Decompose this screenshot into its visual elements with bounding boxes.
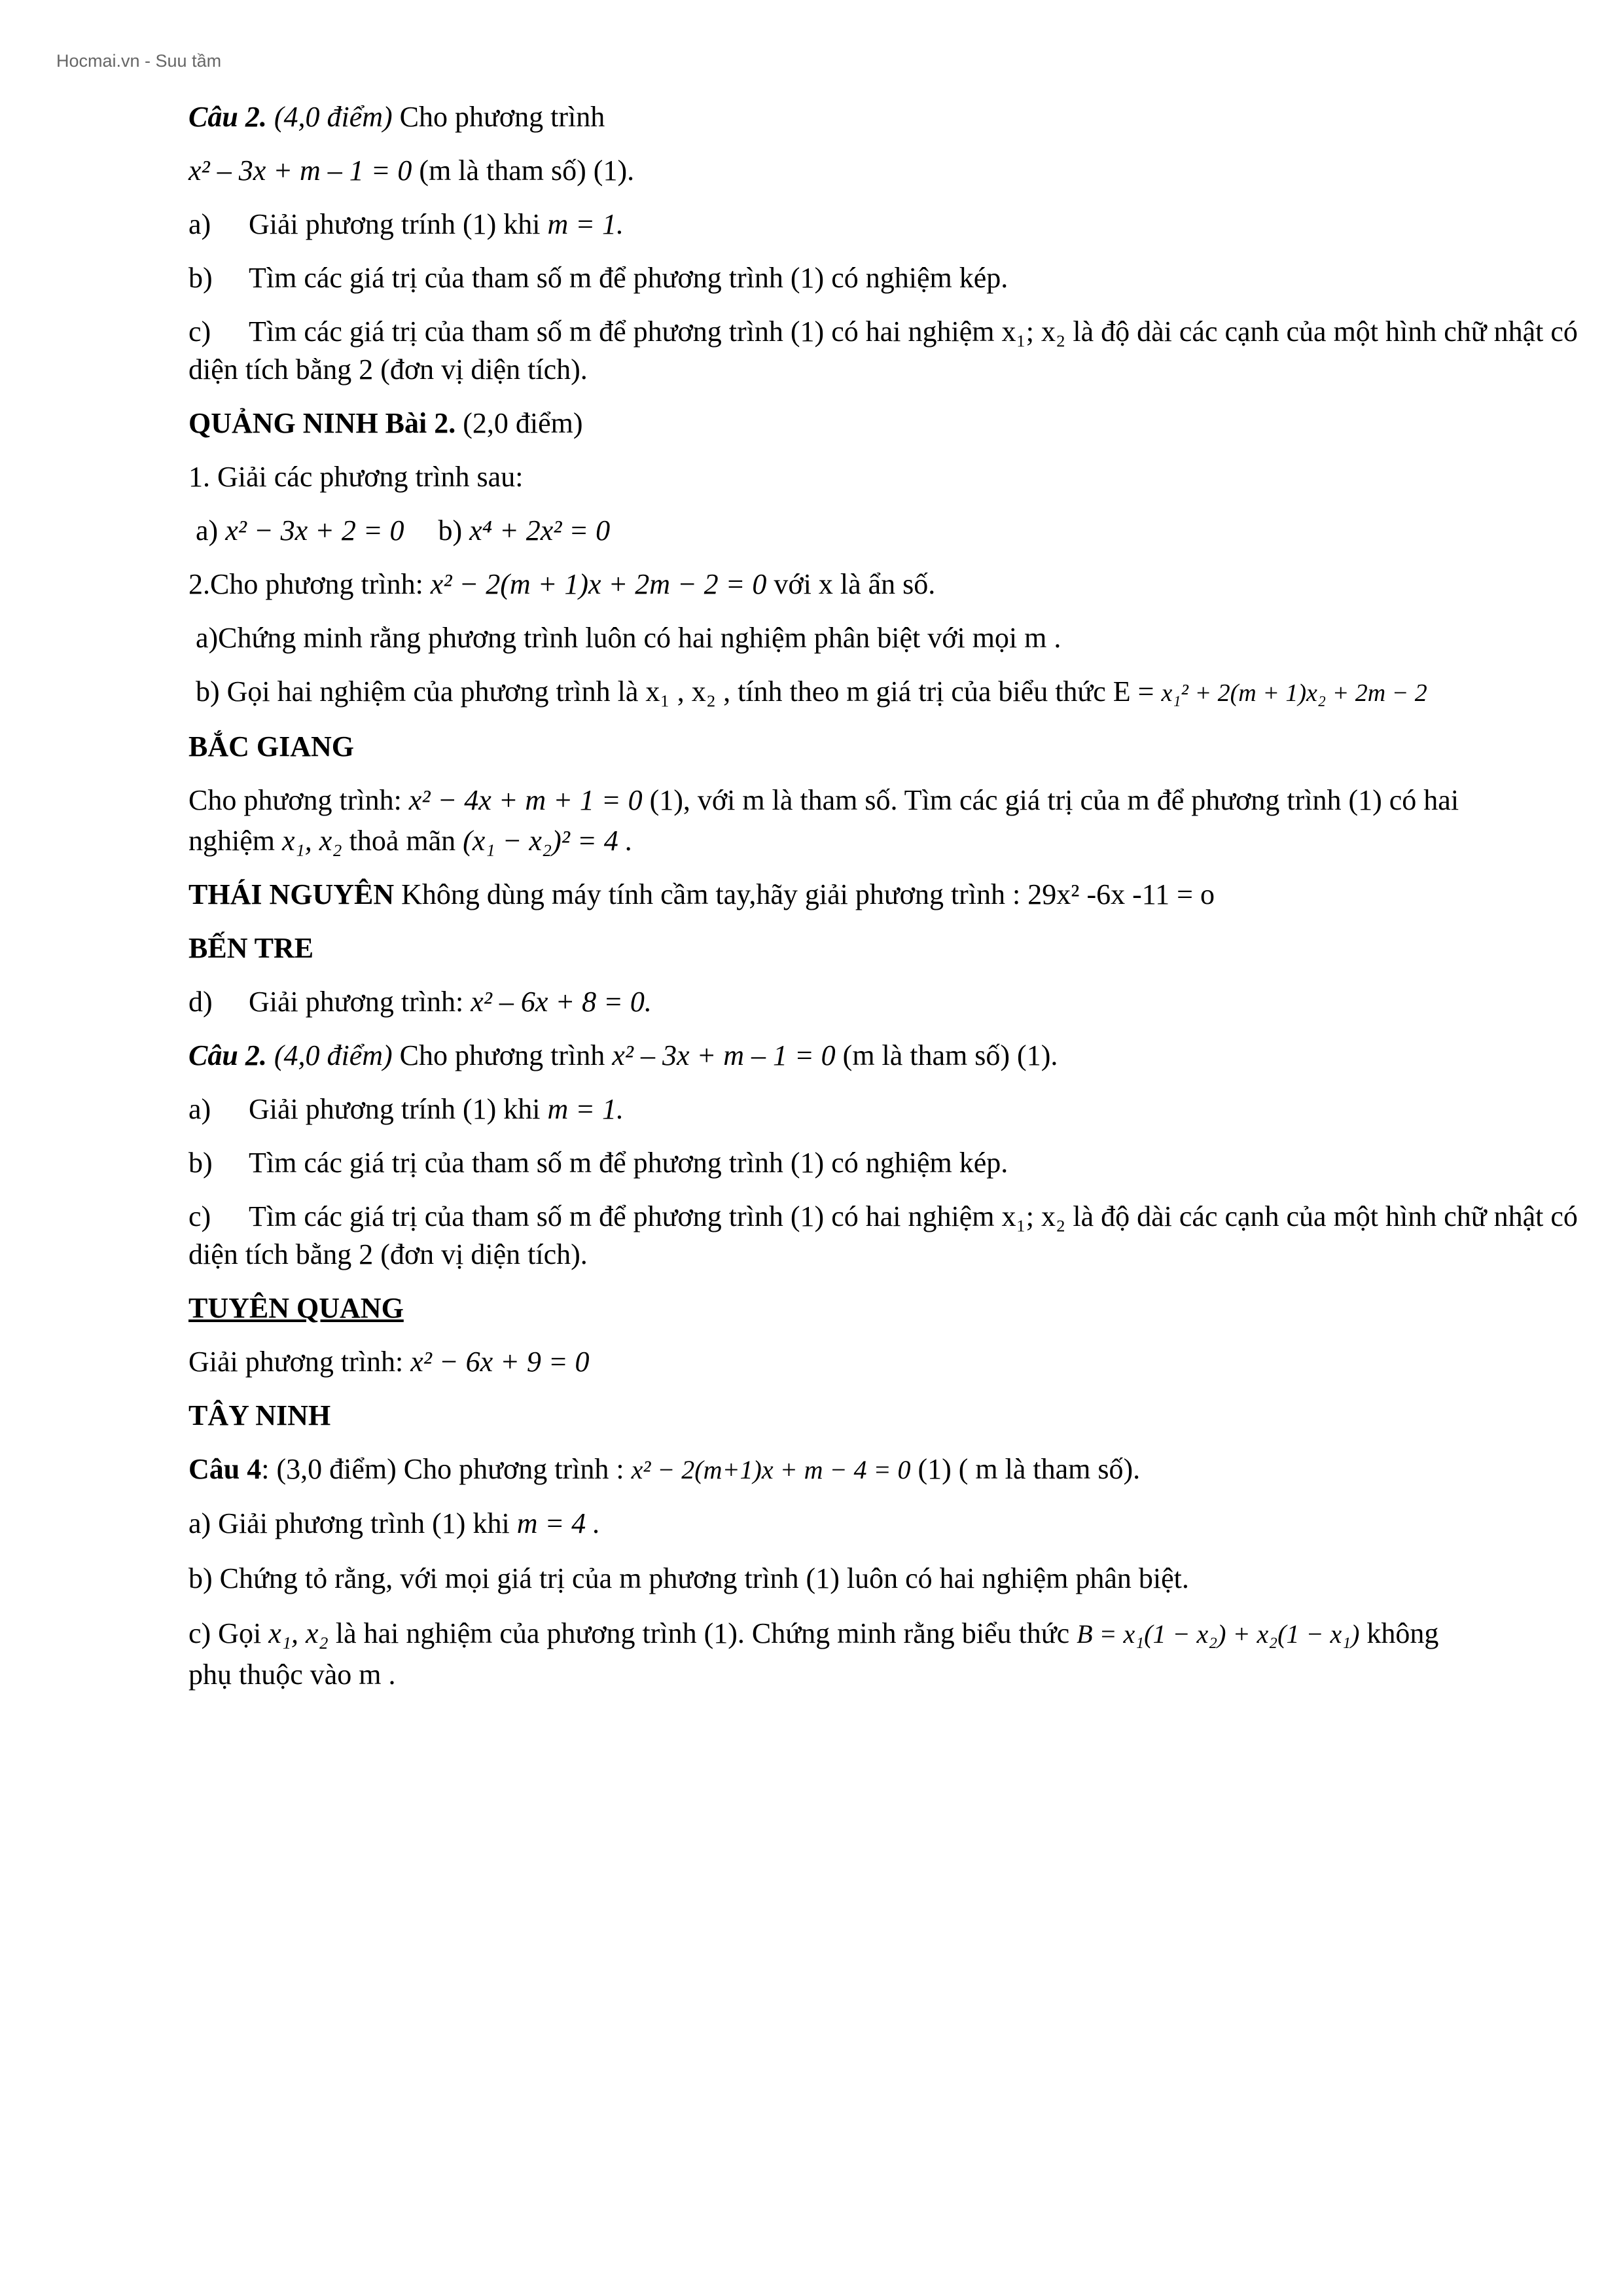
s2-a-label: a)	[188, 1093, 211, 1125]
s2-c-text: Tìm các giá trị của tham số m để phương trình (1) có hai nghiệm x₁; x₂ là độ dài các cạnh của một hình chữ nhật có diện tích bằng 2 (đơn vị diện tích).	[188, 1200, 1578, 1270]
s1-title	[188, 98, 1602, 136]
s1-c-text: Tìm các giá trị của tham số m để phương trình (1) có hai nghiệm x₁; x₂ là độ dài các cạnh của một hình chữ nhật có diện tích bằng 2 (đơn vị diện tích).	[188, 315, 1578, 386]
qn-equation-a: x² − 3x + 2 = 0	[225, 514, 404, 547]
tyn-q-text: Cho phương trình :	[403, 1453, 624, 1485]
s2-title	[188, 1037, 1602, 1075]
tyn-c-roots: x₁, x₂	[268, 1617, 329, 1649]
bt-d-text: Giải phương trình:	[249, 986, 464, 1018]
tq-text: Giải phương trình:	[188, 1346, 404, 1378]
qn-points: (2,0 điểm)	[463, 407, 583, 439]
s2-item-c	[188, 1198, 1602, 1274]
tyn-item-c-cont: phụ thuộc vào m .	[188, 1659, 396, 1691]
s2-title-bold: Câu 2.	[188, 1039, 267, 1071]
tyn-item-c	[188, 1615, 1602, 1653]
s1-equation-line	[188, 152, 1602, 190]
bg-equation: x² − 4x + m + 1 = 0	[408, 784, 643, 816]
tyn-item-a	[188, 1505, 1602, 1543]
qn-l5-text: b) Gọi hai nghiệm của phương trình là x₁ , x₂ , tính theo m giá trị của biểu thức E =	[196, 675, 1154, 708]
bg-l2-text: nghiệm	[188, 825, 275, 857]
tq-line	[188, 1343, 1602, 1381]
bg-line-2	[188, 822, 1602, 860]
tyn-c2: là hai nghiệm của phương trình (1). Chứng minh rằng biểu thức	[335, 1617, 1070, 1649]
s2-equation-note: (m là tham số) (1).	[842, 1039, 1058, 1071]
tyn-title-bold: TÂY NINH	[188, 1399, 331, 1431]
tn-line	[188, 876, 1602, 914]
qn-line-1: 1. Giải các phương trình sau:	[188, 461, 524, 493]
bg-l1-text: Cho phương trình:	[188, 784, 402, 816]
qn-l4-text: a)Chứng minh rằng phương trình luôn có hai nghiệm phân biệt với mọi m .	[196, 622, 1061, 654]
tn-text: Không dùng máy tính cầm tay,hãy giải phương trình :	[401, 878, 1021, 910]
s2-b-text: Tìm các giá trị của tham số m để phương trình (1) có nghiệm kép.	[249, 1147, 1008, 1179]
tq-title-bold: TUYÊN QUANG	[188, 1292, 404, 1324]
s1-item-b	[188, 259, 1602, 297]
s1-c-label: c)	[188, 315, 211, 348]
bt-item-d	[188, 983, 1602, 1021]
s2-title-points: (4,0 điểm)	[274, 1039, 393, 1071]
bg-l2-mid: thoả mãn	[349, 825, 456, 857]
tq-title	[188, 1289, 1602, 1327]
s1-title-points: (4,0 điểm)	[274, 101, 393, 133]
s2-equation: x² – 3x + m – 1 = 0	[612, 1039, 836, 1071]
page-header-watermark: Hocmai.vn - Suu tầm	[56, 51, 222, 71]
s2-item-b	[188, 1144, 1602, 1182]
s1-equation: x² – 3x + m – 1 = 0	[188, 154, 412, 187]
s1-title-rest: Cho phương trình	[399, 101, 605, 133]
s2-b-label: b)	[188, 1147, 213, 1179]
s1-a-value: m = 1.	[547, 208, 624, 240]
s1-equation-note: (m là tham số) (1).	[419, 154, 635, 187]
bg-l1-rest: (1), với m là tham số. Tìm các giá trị của m để phương trình (1) có hai	[649, 784, 1459, 816]
s1-b-text: Tìm các giá trị của tham số m để phương trình (1) có nghiệm kép.	[249, 262, 1008, 294]
qn-equation-b: x⁴ + 2x² = 0	[469, 514, 611, 547]
tq-equation: x² − 6x + 9 = 0	[410, 1346, 590, 1378]
bt-d-label: d)	[188, 986, 213, 1018]
qn-a-label: a)	[196, 514, 219, 547]
tn-title: THÁI NGUYÊN	[188, 878, 395, 910]
qn-title	[188, 404, 1602, 442]
tyn-a-text: a) Giải phương trình (1) khi	[188, 1507, 510, 1539]
bg-condition: (x₁ − x₂)² = 4 .	[463, 825, 633, 857]
s1-title-bold: Câu 2.	[188, 101, 267, 133]
qn-expression-E: x₁² + 2(m + 1)x₂ + 2m − 2	[1161, 679, 1427, 707]
tn-equation: 29x² -6x -11 = o	[1027, 878, 1215, 910]
tyn-q-points: : (3,0 điểm)	[261, 1453, 397, 1485]
tyn-item-b: b) Chứng tỏ rằng, với mọi giá trị của m phương trình (1) luôn có hai nghiệm phân biệt.	[188, 1562, 1189, 1594]
s1-a-text: Giải phương trính (1) khi	[249, 208, 541, 240]
s2-item-a	[188, 1090, 1602, 1128]
qn-line-4	[188, 619, 1602, 657]
bt-title	[188, 929, 1602, 967]
s2-a-value: m = 1.	[547, 1093, 624, 1125]
s1-item-c	[188, 313, 1602, 389]
bg-title-bold: BẮC GIANG	[188, 730, 355, 762]
tyn-a-value: m = 4 .	[516, 1507, 601, 1539]
qn-l3-text: 2.Cho phương trình:	[188, 568, 423, 600]
qn-b-label: b)	[438, 514, 463, 547]
tyn-c3: không	[1366, 1617, 1439, 1649]
s1-b-label: b)	[188, 262, 213, 294]
tyn-question	[188, 1450, 1602, 1489]
bg-title	[188, 728, 1602, 766]
tyn-title	[188, 1397, 1602, 1435]
qn-line-3	[188, 565, 1602, 603]
s2-a-text: Giải phương trính (1) khi	[249, 1093, 541, 1125]
qn-line-5	[188, 673, 1602, 712]
tyn-q-tag: (1)	[918, 1453, 952, 1485]
qn-l3-rest: với x là ẩn số.	[774, 568, 936, 600]
s1-a-label: a)	[188, 208, 211, 240]
bg-roots: x₁, x₂	[281, 825, 342, 857]
qn-equation-2: x² − 2(m + 1)x + 2m − 2 = 0	[430, 568, 767, 600]
document-body	[188, 98, 1602, 1710]
s1-item-a	[188, 206, 1602, 243]
bg-line-1	[188, 781, 1602, 819]
tyn-q-note: ( m là tham số).	[958, 1453, 1141, 1485]
qn-title-bold: QUẢNG NINH Bài 2.	[188, 407, 456, 439]
tyn-q-bold: Câu 4	[188, 1453, 262, 1485]
tyn-c-expression: B = x₁(1 − x₂) + x₂(1 − x₁)	[1077, 1619, 1360, 1649]
s2-title-rest: Cho phương trình	[399, 1039, 605, 1071]
s2-c-label: c)	[188, 1200, 211, 1232]
tyn-q-equation: x² − 2(m+1)x + m − 4 = 0	[631, 1455, 911, 1484]
tyn-c1: c) Gọi	[188, 1617, 262, 1649]
bt-d-equation: x² – 6x + 8 = 0.	[471, 986, 652, 1018]
qn-line-2	[188, 512, 1602, 550]
bt-title-bold: BẾN TRE	[188, 932, 314, 964]
